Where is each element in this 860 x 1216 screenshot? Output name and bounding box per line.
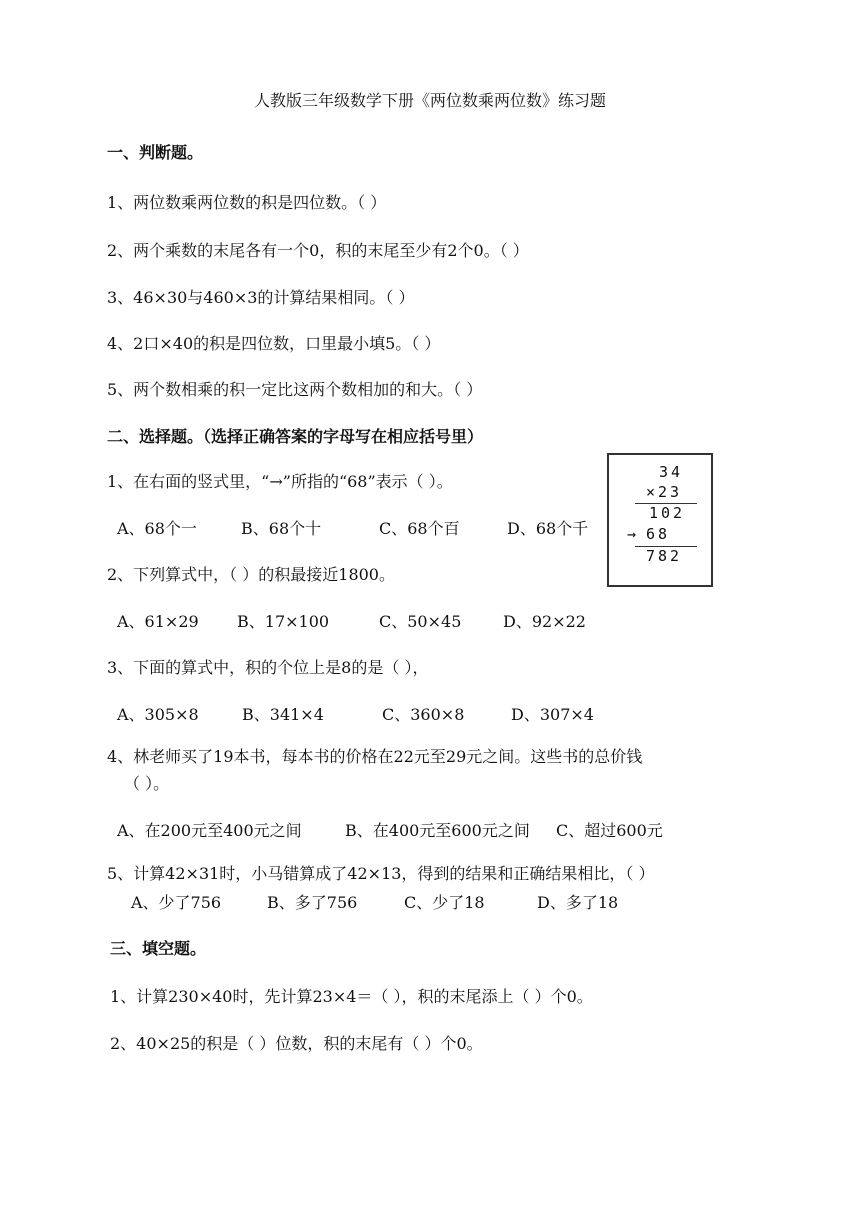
judge-item-4: 4、2口×40的积是四位数，口里最小填5。（ ） (107, 334, 441, 353)
choice-q2-option-b: B、17×100 (237, 612, 330, 631)
choice-q3-option-b: B、341×4 (242, 705, 324, 724)
choice-q3-option-c: C、360×8 (382, 705, 465, 724)
judge-item-5: 5、两个数相乘的积一定比这两个数相加的和大。（ ） (107, 380, 483, 399)
choice-q2-option-d: D、92×22 (503, 612, 586, 631)
fill-item-1: 1、计算230×40时，先计算23×4＝（ ），积的末尾添上（ ）个0。 (110, 987, 593, 1006)
choice-q3-option-a: A、305×8 (117, 705, 199, 724)
choice-q4-option-b: B、在400元至600元之间 (345, 821, 530, 840)
calc-partial-product-1: 102 (649, 504, 686, 522)
choice-q2-option-a: A、61×29 (117, 612, 199, 631)
choice-q2: 2、下列算式中，（ ）的积最接近1800。 (107, 565, 395, 584)
section-judge-heading: 一、判断题。 (107, 143, 204, 162)
calc-product: 782 (646, 547, 683, 565)
choice-q3: 3、下面的算式中，积的个位上是8的是（ ）， (107, 658, 429, 677)
choice-q1-option-b: B、68个十 (241, 519, 322, 538)
judge-item-1: 1、两位数乘两位数的积是四位数。（ ） (107, 193, 387, 212)
choice-q5-option-a: A、少了756 (131, 893, 222, 912)
page-title: 人教版三年级数学下册《两位数乘两位数》练习题 (253, 91, 606, 110)
choice-q2-option-c: C、50×45 (379, 612, 462, 631)
choice-q1-option-d: D、68个千 (507, 519, 589, 538)
choice-q1-option-c: C、68个百 (379, 519, 460, 538)
choice-q5-option-d: D、多了18 (537, 893, 619, 912)
judge-item-2: 2、两个乘数的末尾各有一个0，积的末尾至少有2个0。（ ） (107, 241, 529, 260)
fill-item-2: 2、40×25的积是（ ）位数，积的末尾有（ ）个0。 (110, 1034, 483, 1053)
choice-q1: 1、在右面的竖式里，“→”所指的“68”表示（ ）。 (107, 472, 453, 491)
calc-partial-product-2: 68 (646, 525, 671, 543)
choice-q5-option-b: B、多了756 (267, 893, 358, 912)
choice-q4-option-a: A、在200元至400元之间 (117, 821, 302, 840)
vertical-multiplication-figure (607, 453, 713, 587)
choice-q1-option-a: A、68个一 (117, 519, 197, 538)
calc-multiplier: ×23 (646, 483, 683, 501)
section-choice-heading: 二、选择题。（选择正确答案的字母写在相应括号里） (107, 427, 484, 446)
choice-q4-option-c: C、超过600元 (556, 821, 663, 840)
choice-q5: 5、计算42×31时，小马错算成了42×13，得到的结果和正确结果相比，（ ） (107, 864, 655, 883)
calc-multiplicand: 34 (659, 463, 684, 481)
section-fill-heading: 三、填空题。 (110, 939, 207, 958)
calc-arrow: → (627, 525, 637, 543)
choice-q3-option-d: D、307×4 (511, 705, 594, 724)
judge-item-3: 3、46×30与460×3的计算结果相同。（ ） (107, 288, 415, 307)
choice-q5-option-c: C、少了18 (404, 893, 485, 912)
choice-q4-line2: （ ）。 (124, 774, 170, 793)
choice-q4-line1: 4、林老师买了19本书，每本书的价格在22元至29元之间。这些书的总价钱 (107, 747, 643, 766)
